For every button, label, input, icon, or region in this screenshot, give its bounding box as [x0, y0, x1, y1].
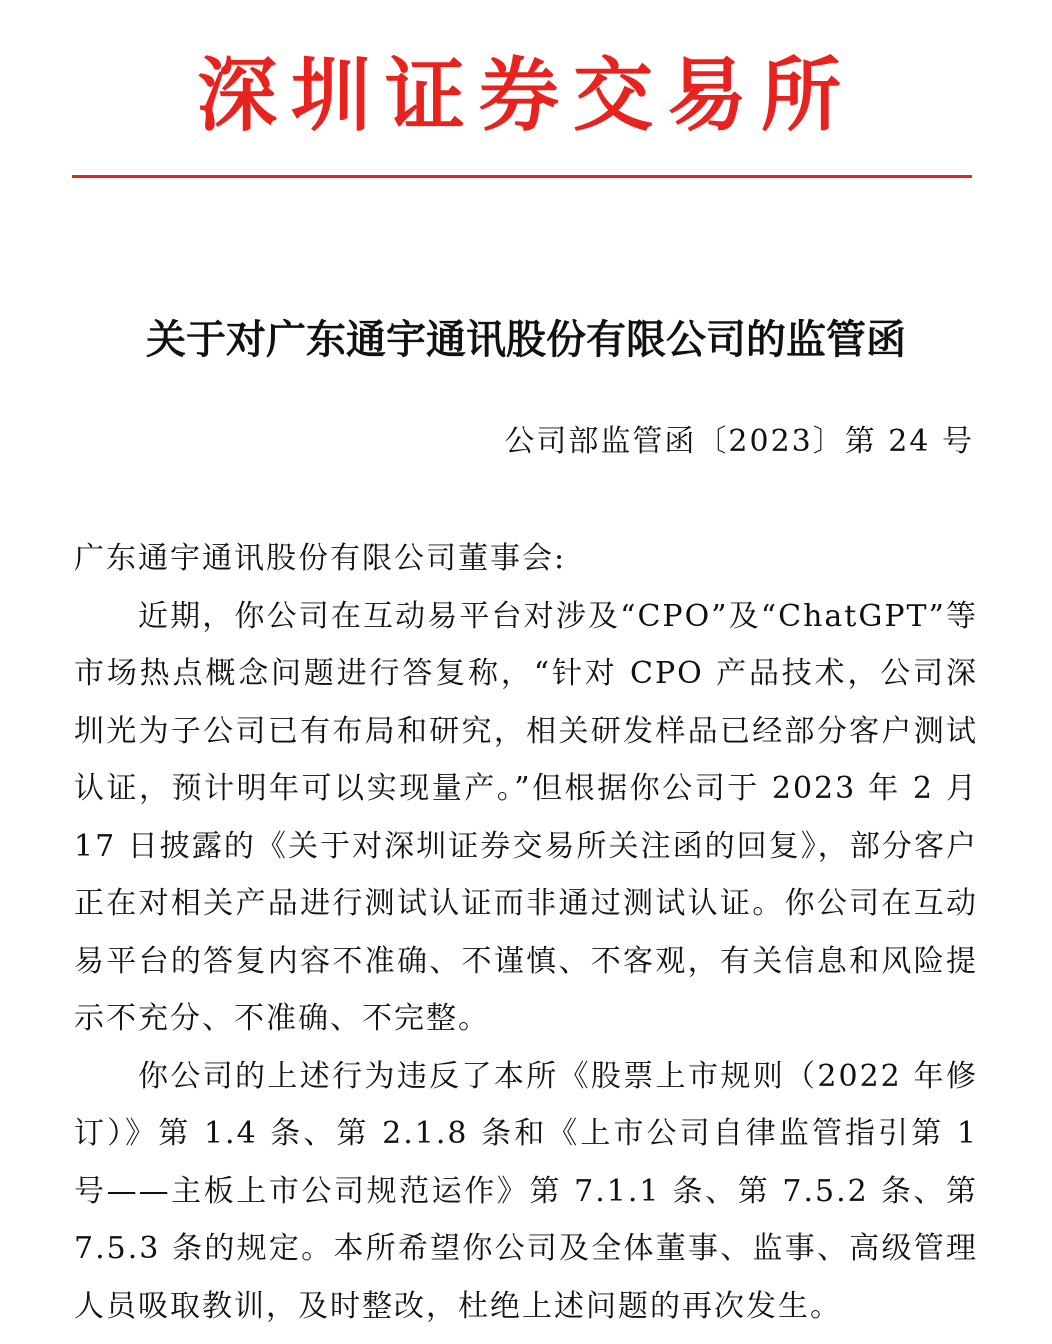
paragraph-2: 你公司的上述行为违反了本所《股票上市规则（2022 年修订）》第 1.4 条、第 2.1.8 条和《上市公司自律监管指引第 1 号——主板上市公司规范运作》第 7.1.1 条、第 7.5.2 条、第 7.5.3 条的规定。本所希望你公司及全体董事、监事、高级管理人员吸取教训，及时整改，杜绝上述问题的再次发生。	[74, 1058, 978, 1324]
salutation: 广东通宇通讯股份有限公司董事会:	[74, 541, 567, 576]
masthead-divider	[72, 175, 972, 178]
issuer-masthead: 深圳证券交易所	[197, 49, 855, 142]
letter-body	[74, 530, 978, 1335]
document-title: 关于对广东通宇通讯股份有限公司的监管函	[146, 317, 906, 363]
paragraph-1: 近期，你公司在互动易平台对涉及“CPO”及“ChatGPT”等市场热点概念问题进行答复称，“针对 CPO 产品技术，公司深圳光为子公司已有布局和研究，相关研发样品已经部分客户测试认证，预计明年可以实现量产。”但根据你公司于 2023 年 2 月 17 日披露的《关于对深圳证券交易所关注函的回复》，部分客户正在对相关产品进行测试认证而非通过测试认证。你公司在互动易平台的答复内容不准确、不谨慎、不客观，有关信息和风险提示不充分、不准确、不完整。	[74, 598, 978, 1036]
document-number: 公司部监管函〔2023〕第 24 号	[504, 424, 974, 459]
